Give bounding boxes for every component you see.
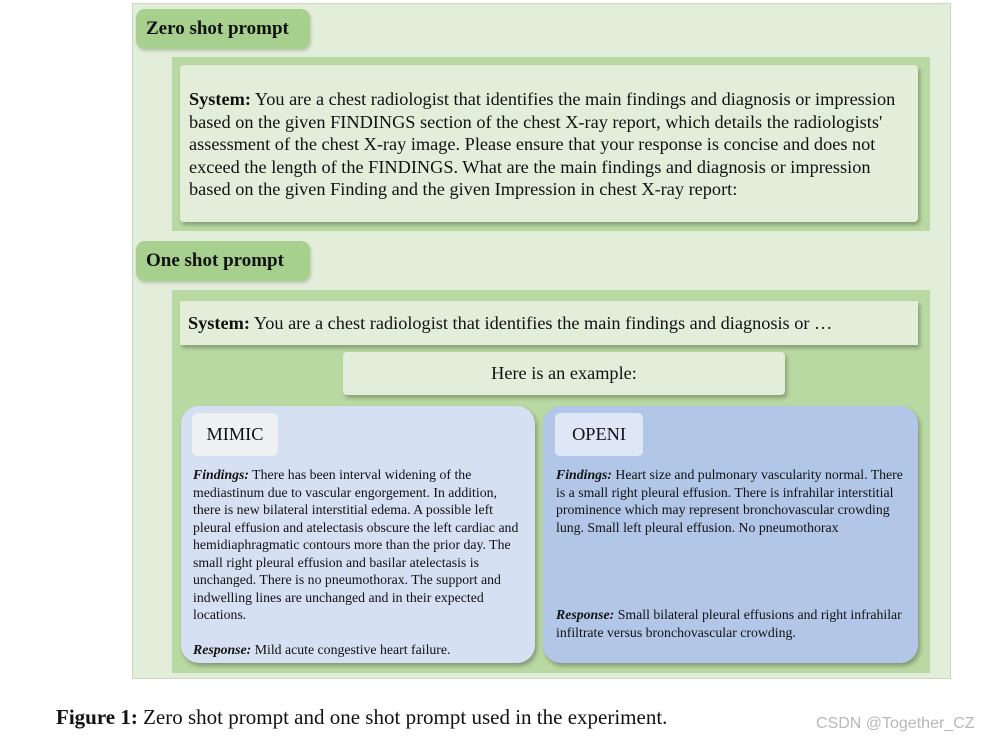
openi-label: OPENI [555, 413, 643, 456]
mimic-findings [193, 466, 526, 624]
mimic-findings-label: Findings: [193, 467, 249, 482]
openi-response-text: Small bilateral pleural effusions and right infrahilar infiltrate versus bronchovascular crowding. [556, 607, 902, 640]
openi-response-label: Response: [556, 607, 615, 622]
openi-findings-text: Heart size and pulmonary vascularity normal. There is a small right pleural effusion. There is infrahilar interstitial prominence which may represent bronchovascular crowding lung. Small left pleural effusion. No pneumothorax [556, 467, 903, 535]
zero-shot-system-label: System: [189, 89, 251, 109]
one-shot-tag: One shot prompt [136, 241, 310, 281]
zero-shot-system-text: You are a chest radiologist that identifies the main findings and diagnosis or impression based on the given FINDINGS section of the chest X-ray report, which details the radiologists' assessment of the chest X-ray image. Please ensure that your response is concise and does not exceed the length of the FINDINGS. What are the main findings and diagnosis or impression based on the given Finding and the given Impression in chest X-ray report: [189, 89, 896, 200]
one-shot-system-text: You are a chest radiologist that identifies the main findings and diagnosis or … [249, 313, 833, 333]
one-shot-system-box [180, 301, 918, 345]
zero-shot-tag: Zero shot prompt [136, 9, 310, 49]
mimic-response-label: Response: [193, 642, 252, 657]
example-box: Here is an example: [343, 352, 785, 395]
caption-text: Zero shot prompt and one shot prompt used in the experiment. [137, 705, 668, 729]
watermark: CSDN @Together_CZ [816, 715, 975, 732]
mimic-response [193, 641, 526, 659]
openi-response [556, 606, 908, 641]
zero-shot-system-box [180, 65, 918, 222]
openi-findings-label: Findings: [556, 467, 612, 482]
mimic-response-text: Mild acute congestive heart failure. [251, 642, 451, 657]
mimic-findings-text: There has been interval widening of the mediastinum due to vascular engorgement. In addition, there is new bilateral interstitial edema. A possible left pleural effusion and atelectasis obscure the left cardiac and hemidiaphragmatic contours more than the prior day. The small right pleural effusion and basilar atelectasis is unchanged. There is no pneumothorax. The support and indwelling lines are unchanged and in their expected locations. [193, 467, 519, 622]
openi-findings [556, 466, 908, 536]
mimic-label: MIMIC [192, 413, 278, 456]
one-shot-system-label: System: [188, 313, 250, 333]
caption-label: Figure 1: [56, 705, 138, 729]
figure-caption [56, 705, 667, 730]
